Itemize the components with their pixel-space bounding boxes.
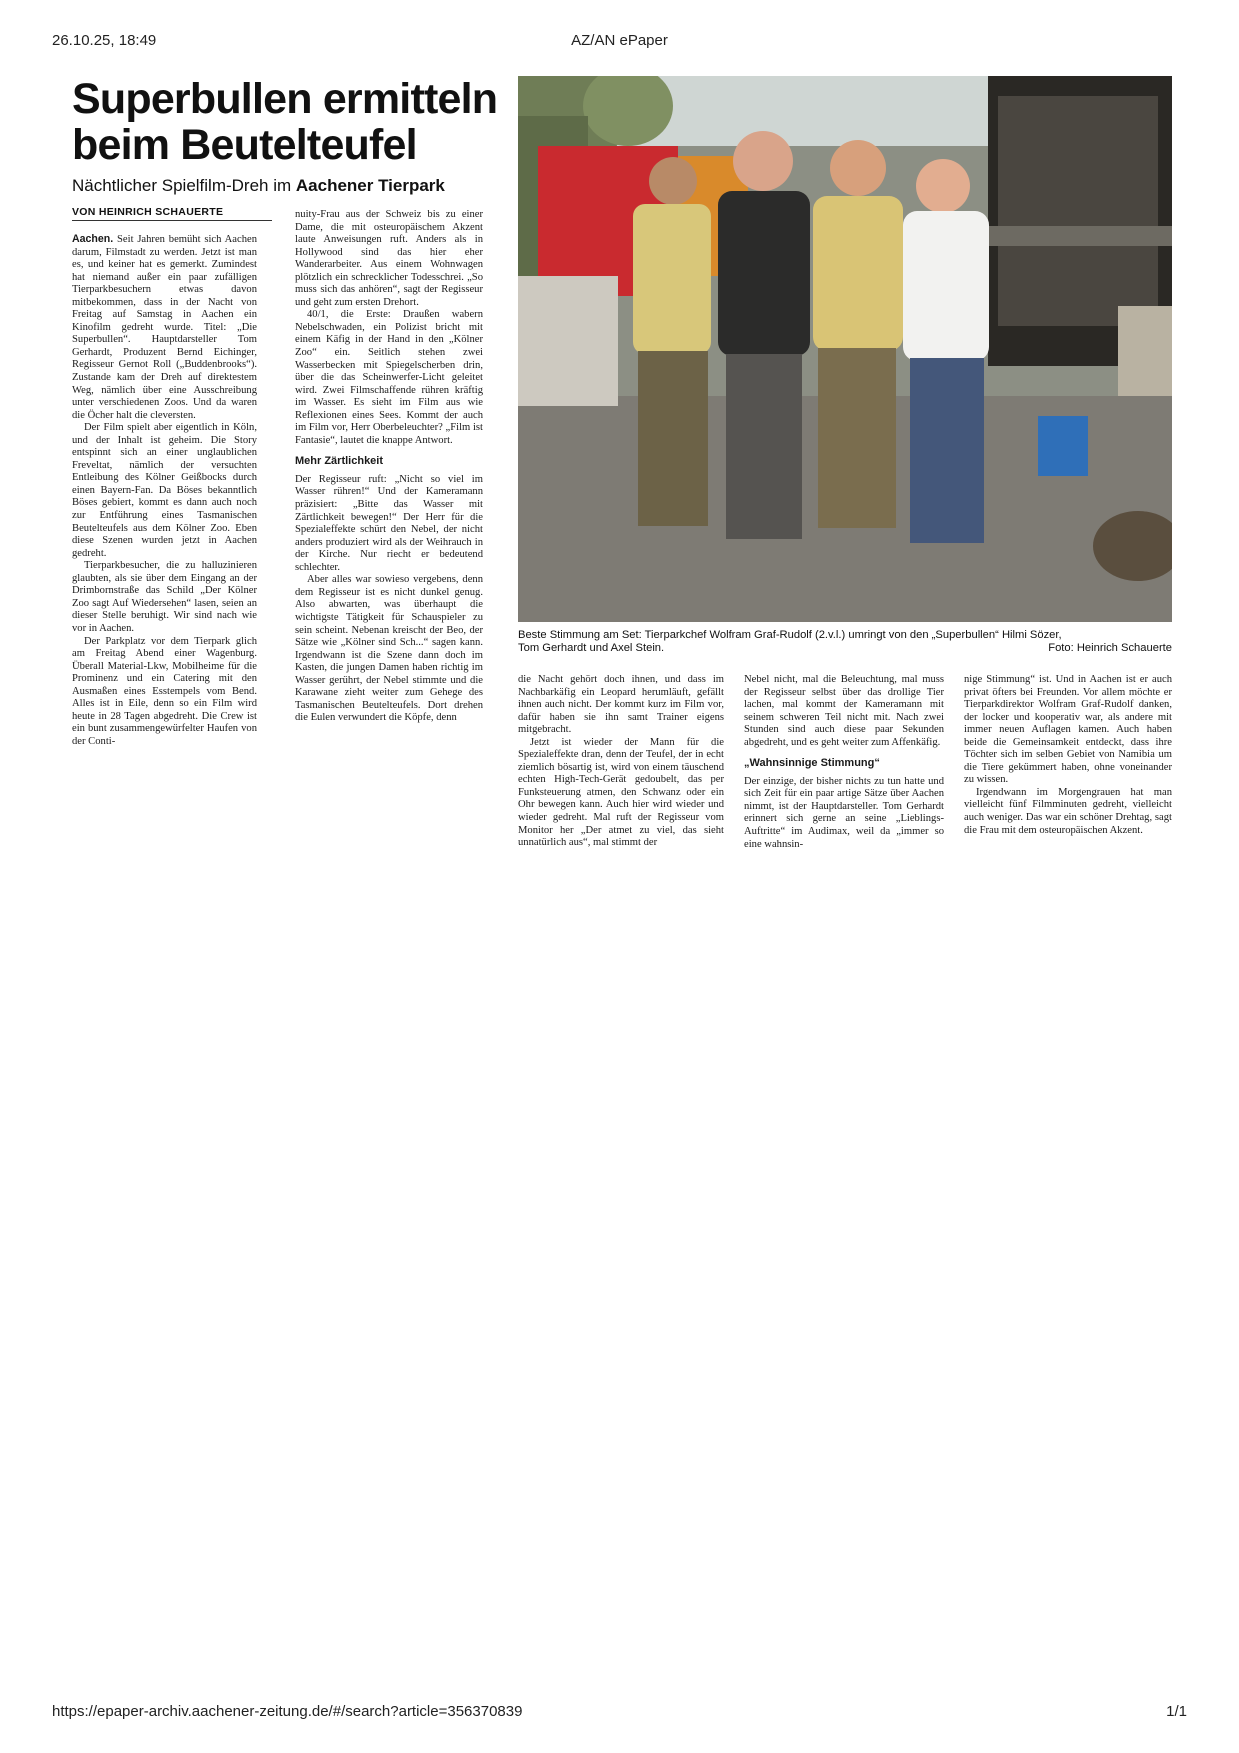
paragraph-text: Seit Jahren bemüht sich Aachen darum, Filmstadt zu werden. Jetzt ist man es, und keiner hat es gemerkt. Zumindest hat niemand außer ein paar zufälligen Tierparkbesuchern etwas davon mitbekommen, dass in der Nacht von Freitag auf Samstag in Aachen ein Kinofilm gedreht wurde. Titel: „Die Superbullen“. Hauptdarsteller Tom Gerhardt, Produzent Bernd Eichinger, Regisseur Gernot Roll („Buddenbrooks“). Zustande kam der Dreh auf direktestem Weg, nämlich über eine Ausschreibung unter verschiedenen Zoos. Und da waren die Öcher halt die cleversten.: [72, 234, 257, 421]
person-2: [718, 131, 810, 539]
caption-line-1: Beste Stimmung am Set: Tierparkchef Wolfram Graf-Rudolf (2.v.l.) umringt von den „Superbullen“ Hilmi Sözer,: [518, 629, 1062, 641]
photo-caption: [518, 629, 1172, 655]
article-subheadline: [72, 176, 520, 196]
article-byline: VON HEINRICH SCHAUERTE: [72, 206, 272, 221]
person-3: [813, 140, 903, 528]
paragraph: [72, 233, 257, 422]
paragraph: Der einzige, der bisher nichts zu tun hatte und sich Zeit für ein paar artige Sätze über Aachen nimmt, ist der Hauptdarsteller. Tom Gerhardt erinnert sich gerne an seine „Lieblings-Auftritte“ im Audimax, weil da „immer so eine wahnsin-: [744, 775, 944, 850]
paragraph: Der Film spielt aber eigentlich in Köln, und der Inhalt ist geheim. Die Story entspinnt sich an einer unglaublichen Freveltat, nämlich der versuchten Entleibung des Kölner Geißbocks durch einen Bayern-Fan. Da Böses bekanntlich Böses gebiert, kommt es dann auch noch zur Entführung eines Tasmanischen Beutelteufels aus dem Kölner Zoo. Eben diese Szenen wurden jetzt in Aachen gedreht.: [72, 422, 257, 559]
paragraph: Nebel nicht, mal die Beleuchtung, mal muss der Regisseur selbst über das drollige Tier lachen, mal kommt der Kameramann mit seinem schweren Teil nicht mit. Nach zwei Stunden sind auch diese paar Sekunden abgedreht, und es geht weiter zum Affenkäfig.: [744, 674, 944, 748]
print-header: [52, 32, 1187, 52]
headline-line-2: beim Beutelteufel: [72, 121, 417, 169]
paragraph: Irgendwann im Morgengrauen hat man vielleicht fünf Filmminuten gedreht, vielleicht auch weniger. Das war ein schöner Drehtag, sagt die Frau mit dem osteuropäischen Akzent.: [964, 786, 1172, 836]
subhead-prefix: Nächtlicher Spielfilm-Dreh im: [72, 176, 296, 195]
photo-credit: Foto: Heinrich Schauerte: [1048, 642, 1172, 654]
newspaper-article: [72, 76, 1172, 944]
paragraph: 40/1, die Erste: Draußen wabern Nebelschwaden, ein Polizist bricht mit einem Käfig in der Hand in den „Kölner Zoo“ ein. Seitlich stehen zwei Wasserbecken mit Spiegelscherben drin, über die das Scheinwerfer-Licht geleitet wird. Zwei Filmschaffende rühren kräftig im Wasser. Es sieht im Film aus wie Reflexionen eines Sees. Kommt der auch im Film vor, Herr Oberbeleuchter? „Film ist Fantasie“, lautet die knappe Antwort.: [295, 309, 483, 446]
paragraph: Aber alles war sowieso vergebens, denn dem Regisseur ist es nicht dunkel genug. Also abwarten, was überhaupt die wichtigste Tätigkeit für Schauspieler zu sein scheint. Nebenan kreischt der Beo, der Sätze wie „Kölner sind Sch...“ sagen kann. Irgendwann ist die Szene dann doch im Kasten, die jungen Damen haben richtig im Wasser gerührt, der Nebel stimmte und die Karawane zieht weiter zum Gehege des Tasmanischen Beutelteufels. Dort drehen die Eulen verwundert die Köpfe, denn: [295, 574, 483, 724]
dateline: Aachen.: [72, 233, 114, 245]
text-column-1: [72, 233, 257, 943]
text-column-4: [744, 674, 944, 944]
paragraph: nuity-Frau aus der Schweiz bis zu einer Dame, die mit osteuropäischem Akzent laute Anweisungen ruft. Anders als in Hollywood sind das hier eher Wanderarbeiter. Aus einem Wohnwagen plötzlich ein schrecklicher Todesschrei. „So muss sich das anhören“, sagt der Regisseur und geht zum ersten Drehort.: [295, 209, 483, 308]
headline-line-1: Superbullen ermitteln: [72, 75, 498, 123]
section-subheading: Mehr Zärtlichkeit: [295, 455, 384, 468]
section-subheading: „Wahnsinnige Stimmung“: [744, 757, 880, 770]
text-column-5: [964, 674, 1172, 944]
article-photo: [518, 76, 1172, 622]
print-datetime: 26.10.25, 18:49: [52, 32, 157, 49]
article-headline: [72, 76, 520, 168]
paragraph: Jetzt ist wieder der Mann für die Spezialeffekte dran, denn der Teufel, der in echt ziemlich bösartig ist, wird von einem täuschend echten High-Tech-Gerät gedoubelt, das per Funksteuerung atmen, den Schwanz oder ein Ohr bewegen kann. Auch hier wird wieder und wieder gedreht. Mal ruft der Regisseur vom Monitor her „Der atmet zu viel, das sieht unnatürlich aus“, mal stimmt der: [518, 736, 724, 849]
print-url: https://epaper-archiv.aachener-zeitung.de/#/search?article=356370839: [52, 1703, 523, 1720]
paragraph: Tierparkbesucher, die zu halluzinieren glaubten, als sie über dem Eingang an der Drimbornstraße das Schild „Der Kölner Zoo sagt Auf Wiedersehen“ lasen, seien an dieser Stelle beruhigt. Wir sind nach wie vor in Aachen.: [72, 560, 257, 634]
subhead-bold: Aachener Tierpark: [295, 176, 445, 195]
person-1: [633, 157, 711, 526]
caption-line-2: Tom Gerhardt und Axel Stein.: [518, 642, 665, 654]
paragraph: Der Parkplatz vor dem Tierpark glich am Freitag Abend einer Wagenburg. Überall Material-Lkw, Mobilheime für die Prominenz und ein Catering mit den Ausmaßen eines Esstempels vom Bend. Alles ist in Eile, denn so ein Film wird heute in 28 Tagen abgedreht. Die Crew ist ein bunt zusammengewürfelter Haufen von der Conti-: [72, 635, 257, 747]
text-column-3: [518, 674, 724, 944]
print-page-number: 1/1: [1166, 1703, 1187, 1720]
text-column-2: [295, 209, 483, 943]
print-footer: [52, 1703, 1187, 1723]
photo-illustration: [518, 76, 1172, 622]
person-4: [903, 159, 989, 543]
paragraph: Der Regisseur ruft: „Nicht so viel im Wasser rühren!“ Und der Kameramann präzisiert: „Bitte das Wasser mit Zärtlichkeit bewegen!“ Der Herr für die Spezialeffekte schürt den Nebel, der nicht anders produziert wird als der Weihrauch in der Kirche. Nur riecht er bedeutend schlechter.: [295, 473, 483, 573]
print-title: AZ/AN ePaper: [571, 32, 668, 49]
paragraph: nige Stimmung“ ist. Und in Aachen ist er auch privat öfters bei Freunden. Vor allem möchte er Tierparkdirektor Wolfram Graf-Rudolf danken, der locker und kooperativ war, als andere mit immer neuen Auflagen kamen. Auch haben beide die Gemeinsamkeit entdeckt, dass ihre Töchter sich im selben Gebiet von Namibia um die Tiere gekümmert haben, ohne voneinander zu wissen.: [964, 674, 1172, 786]
paragraph: die Nacht gehört doch ihnen, und dass im Nachbarkäfig ein Leopard herumläuft, gefällt ihnen auch nicht. Der kommt kurz im Film vor, dafür haben sie ihn samt Trainer eigens mitgebracht.: [518, 674, 724, 736]
